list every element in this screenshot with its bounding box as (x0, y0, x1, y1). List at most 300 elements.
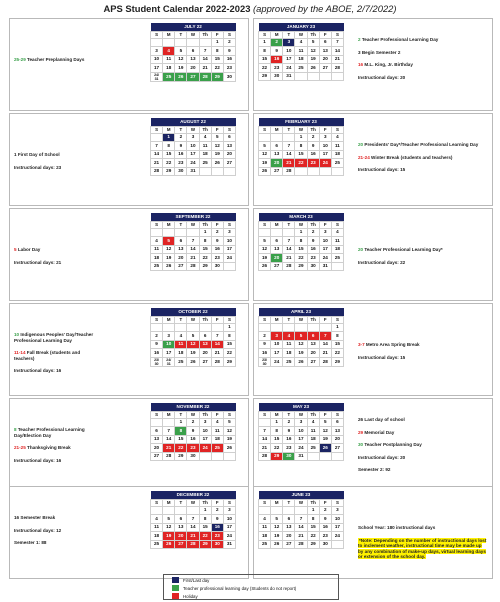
day-cell (163, 418, 175, 427)
day-cell: 7 (283, 142, 295, 151)
day-cell: 14 (283, 245, 295, 254)
month-note (358, 37, 488, 43)
legend-item-holiday (172, 593, 198, 599)
note-text: Instructional days: 22 (358, 259, 406, 265)
day-cell: 22 (259, 64, 271, 73)
note-date: 8 (14, 427, 17, 432)
month-name: JUNE 23 (259, 491, 344, 499)
week-row (259, 150, 344, 159)
weekday-header: T (175, 411, 187, 418)
day-cell (271, 228, 283, 237)
day-cell: 3 (295, 418, 307, 427)
weekday-header: S (331, 126, 343, 133)
day-cell: 29 (199, 262, 211, 271)
day-cell: 6 (283, 515, 295, 524)
day-cell: 6 (331, 418, 343, 427)
day-cell (151, 133, 163, 142)
day-cell: 24 (319, 159, 331, 168)
month-calendar (258, 403, 344, 461)
month-notes (358, 487, 488, 578)
month-note (358, 260, 488, 266)
month-note (14, 247, 96, 253)
day-cell: 19 (175, 64, 187, 73)
month-note (14, 528, 96, 534)
day-cell (163, 323, 175, 332)
week-row (151, 262, 236, 271)
week-row (151, 237, 236, 246)
day-cell: 6 (223, 133, 235, 142)
day-cell: 13 (307, 340, 319, 349)
weekday-header: S (259, 126, 271, 133)
legend-swatch-green (172, 585, 179, 591)
month-note (358, 538, 488, 560)
day-cell (175, 506, 187, 515)
day-cell: 5 (163, 237, 175, 246)
day-cell: 19 (187, 349, 199, 358)
day-cell: 28 (199, 72, 211, 82)
weekday-header: M (271, 126, 283, 133)
day-cell: 13 (175, 245, 187, 254)
day-cell: 7 (331, 38, 343, 47)
month-notes (358, 114, 488, 205)
day-cell: 8 (163, 142, 175, 151)
day-cell: 3 (151, 47, 163, 56)
weekday-header: Th (307, 316, 319, 323)
week-row (259, 418, 344, 427)
note-text: Instructional days: 15 (358, 167, 406, 172)
weekday-header: M (271, 499, 283, 506)
note-date: 3-7 (358, 342, 365, 347)
note-text: Thanksgiving Break (25, 445, 71, 450)
day-cell: 30 (319, 540, 331, 549)
month-name: OCTOBER 22 (151, 308, 236, 316)
day-cell: 23 (211, 254, 223, 263)
day-cell: 18 (331, 245, 343, 254)
week-row (259, 159, 344, 168)
day-cell: 25 (151, 262, 163, 271)
note-text: School Year: 180 instructional days (358, 525, 436, 530)
note-text: Teacher Preplanning Days (25, 57, 85, 62)
week-row (151, 47, 236, 56)
day-cell: 23/ 30 (259, 357, 271, 367)
day-cell (163, 38, 175, 47)
day-cell: 9 (211, 237, 223, 246)
day-cell: 5 (307, 38, 319, 47)
note-date: 29 (358, 429, 364, 435)
day-cell: 25 (259, 540, 271, 549)
month-name: MAY 23 (259, 403, 344, 411)
day-cell: 24 (283, 64, 295, 73)
day-cell: 5 (295, 332, 307, 341)
week-row (259, 444, 344, 453)
day-cell: 15 (163, 150, 175, 159)
month-name: FEBRUARY 23 (259, 118, 344, 126)
day-cell (259, 323, 271, 332)
day-cell: 26 (259, 262, 271, 271)
day-cell: 19 (271, 532, 283, 541)
day-cell (271, 133, 283, 142)
day-cell: 18 (259, 532, 271, 541)
day-cell: 21 (283, 254, 295, 263)
day-cell: 16 (283, 435, 295, 444)
weekday-header: S (331, 221, 343, 228)
note-date: 11-14 (14, 350, 26, 355)
day-cell: 4 (151, 237, 163, 246)
day-cell: 12 (271, 523, 283, 532)
legend-item-teacher-pl (172, 585, 296, 591)
weekday-header: F (211, 316, 223, 323)
day-cell: 9 (175, 142, 187, 151)
month-panel-june-23 (253, 486, 493, 579)
day-cell: 26 (259, 167, 271, 176)
day-cell: 13 (319, 47, 331, 56)
day-cell: 25 (175, 357, 187, 367)
week-row (259, 167, 344, 176)
weekday-header: S (259, 221, 271, 228)
day-cell: 28 (211, 357, 223, 367)
day-cell: 4 (259, 515, 271, 524)
day-cell: 22 (223, 349, 235, 358)
day-cell: 31 (295, 452, 307, 461)
day-cell: 11 (199, 142, 211, 151)
day-cell: 10 (319, 237, 331, 246)
weekday-header: T (283, 499, 295, 506)
day-cell: 12 (319, 427, 331, 436)
day-cell: 20 (319, 55, 331, 64)
day-cell: 23/ 30 (151, 357, 163, 367)
month-panel-july-22 (9, 18, 249, 111)
day-cell: 22 (271, 444, 283, 453)
day-cell: 10 (187, 142, 199, 151)
week-row (259, 427, 344, 436)
day-cell (259, 418, 271, 427)
day-cell: 4 (163, 47, 175, 56)
day-cell: 19 (295, 349, 307, 358)
weekday-header: F (319, 126, 331, 133)
month-panel-august-22 (9, 113, 249, 206)
day-cell: 19 (259, 254, 271, 263)
day-cell: 21 (259, 444, 271, 453)
month-calendar (258, 308, 344, 367)
note-text: Teacher Professional Learning Day (360, 37, 439, 42)
week-row (259, 262, 344, 271)
day-cell: 10 (223, 237, 235, 246)
day-cell: 3 (163, 332, 175, 341)
day-cell: 8 (199, 237, 211, 246)
day-cell: 16 (187, 435, 199, 444)
day-cell (331, 540, 343, 549)
day-cell: 12 (175, 55, 187, 64)
day-cell: 9 (283, 427, 295, 436)
day-cell: 8 (223, 332, 235, 341)
month-calendar (150, 213, 236, 271)
note-text: Memorial Day (363, 429, 395, 435)
day-cell (319, 167, 331, 176)
note-text: Semester 2: 92 (358, 467, 391, 472)
day-cell: 17 (331, 523, 343, 532)
day-cell: 24 (319, 254, 331, 263)
day-cell: 27 (307, 357, 319, 367)
day-cell: 27 (199, 357, 211, 367)
day-cell: 7 (319, 332, 331, 341)
weekday-header: Th (307, 31, 319, 38)
day-cell: 17 (151, 64, 163, 73)
month-calendar (258, 213, 344, 271)
week-row (151, 357, 236, 367)
day-cell: 1 (223, 323, 235, 332)
day-cell: 9 (187, 427, 199, 436)
month-name: SEPTEMBER 22 (151, 213, 236, 221)
week-row (151, 506, 236, 515)
day-cell: 19 (211, 150, 223, 159)
note-date: 16 (14, 515, 20, 520)
note-text: Labor Day (16, 247, 41, 252)
legend-label: Holiday (183, 593, 198, 599)
day-cell: 24 (223, 532, 235, 541)
day-cell: 16 (271, 55, 283, 64)
week-row (259, 254, 344, 263)
day-cell: 24 (295, 444, 307, 453)
month-note (14, 350, 96, 361)
month-notes (358, 209, 488, 300)
day-cell: 26 (163, 540, 175, 549)
legend-item-first-last (172, 577, 209, 583)
day-cell (151, 38, 163, 47)
weekday-header: T (175, 499, 187, 506)
note-date: 30 (358, 442, 364, 447)
day-cell: 29 (331, 357, 343, 367)
day-cell: 22 (163, 159, 175, 168)
month-calendar (258, 491, 344, 549)
day-cell: 31 (223, 540, 235, 549)
note-text: Instructional days: 15 (358, 354, 406, 360)
note-text: Instructional days: 20 (358, 454, 406, 460)
day-cell: 16 (175, 150, 187, 159)
week-row (151, 254, 236, 263)
day-cell: 4 (283, 332, 295, 341)
week-row (259, 72, 344, 81)
day-cell: 13 (271, 150, 283, 159)
week-row (151, 340, 236, 349)
day-cell: 19 (307, 55, 319, 64)
day-cell (331, 72, 343, 81)
day-cell: 17 (319, 245, 331, 254)
day-cell: 7 (283, 237, 295, 246)
month-name: APRIL 23 (259, 308, 344, 316)
weekday-header: W (295, 126, 307, 133)
weekday-header: S (223, 221, 235, 228)
day-cell: 22 (331, 349, 343, 358)
day-cell: 4 (295, 38, 307, 47)
day-cell: 5 (271, 515, 283, 524)
month-note (14, 515, 96, 521)
day-cell: 29 (295, 262, 307, 271)
day-cell: 29 (163, 167, 175, 176)
day-cell (199, 323, 211, 332)
note-text: Winter Break (students and teachers) (369, 154, 453, 160)
day-cell: 17 (271, 349, 283, 358)
weekday-header: Th (307, 499, 319, 506)
day-cell: 23 (283, 444, 295, 453)
month-panel-january-23 (253, 18, 493, 111)
month-panel-december-22 (9, 486, 249, 579)
day-cell: 5 (319, 418, 331, 427)
day-cell: 27 (319, 64, 331, 73)
note-date: 25-29 (14, 57, 26, 62)
day-cell: 1 (175, 418, 187, 427)
month-note (358, 430, 488, 436)
day-cell: 11 (331, 237, 343, 246)
day-cell (283, 228, 295, 237)
month-panel-september-22 (9, 208, 249, 301)
day-cell (295, 167, 307, 176)
day-cell: 1 (211, 38, 223, 47)
day-cell: 31 (283, 72, 295, 81)
week-row (259, 245, 344, 254)
title-sub: (approved by the ABOE, 2/7/2022) (253, 3, 397, 14)
day-cell (307, 323, 319, 332)
day-cell: 11 (163, 55, 175, 64)
legend-swatch-blue (172, 577, 179, 583)
month-note (358, 342, 488, 348)
note-text: First Day of School (16, 152, 60, 157)
day-cell: 11 (259, 523, 271, 532)
day-cell: 21 (283, 159, 295, 168)
day-cell: 30 (211, 262, 223, 271)
day-cell: 19 (223, 435, 235, 444)
title-main: APS Student Calendar 2022-2023 (103, 3, 251, 14)
month-note (358, 455, 488, 461)
day-cell: 12 (223, 427, 235, 436)
day-cell (211, 167, 223, 176)
weekday-header: W (187, 221, 199, 228)
day-cell: 26 (295, 357, 307, 367)
day-cell: 9 (307, 237, 319, 246)
legend-label: Teacher professional learning day (Students do not report) (183, 585, 297, 591)
day-cell: 24/ 31 (151, 72, 163, 82)
day-cell: 27 (151, 452, 163, 461)
note-text: Teacher Postplanning Day (363, 442, 422, 447)
weekday-header: Th (307, 411, 319, 418)
day-cell: 20 (307, 349, 319, 358)
day-cell: 30 (283, 452, 295, 461)
day-cell (211, 323, 223, 332)
day-cell: 7 (163, 427, 175, 436)
day-cell: 18 (163, 64, 175, 73)
day-cell: 8 (175, 427, 187, 436)
weekday-header: S (259, 31, 271, 38)
day-cell (283, 323, 295, 332)
day-cell: 3 (223, 228, 235, 237)
day-cell: 4 (199, 133, 211, 142)
day-cell: 24 (223, 254, 235, 263)
weekday-header: W (187, 126, 199, 133)
month-name: JANUARY 23 (259, 23, 344, 31)
month-note (358, 417, 488, 423)
weekday-header: T (283, 411, 295, 418)
week-row (151, 150, 236, 159)
day-cell: 13 (283, 523, 295, 532)
day-cell: 8 (295, 142, 307, 151)
day-cell (163, 506, 175, 515)
note-date: 20 (358, 142, 364, 147)
day-cell: 14 (187, 523, 199, 532)
day-cell: 4 (331, 228, 343, 237)
weekday-header: T (283, 31, 295, 38)
weekday-header: Th (199, 126, 211, 133)
week-row (151, 515, 236, 524)
day-cell: 12 (163, 523, 175, 532)
month-name: NOVEMBER 22 (151, 403, 236, 411)
day-cell: 20 (283, 532, 295, 541)
month-panel-april-23 (253, 303, 493, 396)
day-cell: 8 (271, 427, 283, 436)
note-text: Semester Break (19, 515, 56, 520)
day-cell: 28 (187, 540, 199, 549)
week-row (259, 133, 344, 142)
legend-swatch-red (172, 593, 179, 599)
day-cell: 4 (307, 418, 319, 427)
month-calendar (150, 491, 236, 549)
month-note (14, 260, 96, 266)
day-cell: 14 (295, 523, 307, 532)
week-row (151, 142, 236, 151)
day-cell (199, 452, 211, 461)
day-cell: 5 (223, 418, 235, 427)
day-cell: 21 (187, 254, 199, 263)
day-cell: 28 (295, 540, 307, 549)
weekday-header: T (175, 221, 187, 228)
note-date: 5 (14, 247, 17, 252)
week-row (151, 64, 236, 73)
day-cell: 20 (271, 159, 283, 168)
week-row (259, 38, 344, 47)
day-cell: 21 (199, 64, 211, 73)
month-note (14, 458, 96, 464)
note-text: Instructional days: 16 (14, 457, 62, 463)
weekday-header: Th (199, 316, 211, 323)
week-row (151, 38, 236, 47)
day-cell: 24/ 31 (163, 357, 175, 367)
day-cell: 28 (331, 64, 343, 73)
weekday-header: F (319, 221, 331, 228)
weekday-header: S (151, 126, 163, 133)
day-cell: 11 (151, 245, 163, 254)
day-cell (295, 72, 307, 81)
day-cell: 4 (175, 332, 187, 341)
day-cell: 20 (223, 150, 235, 159)
day-cell: 2 (319, 506, 331, 515)
note-text: Instructional days: 21 (14, 259, 62, 265)
week-row (151, 159, 236, 168)
day-cell: 27 (187, 72, 199, 82)
day-cell: 20 (271, 254, 283, 263)
month-panel-may-23 (253, 398, 493, 491)
day-cell: 15 (295, 150, 307, 159)
day-cell: 9 (211, 515, 223, 524)
day-cell: 22 (295, 254, 307, 263)
month-note (358, 355, 488, 361)
weekday-header: M (163, 411, 175, 418)
day-cell: 23 (175, 159, 187, 168)
weekday-header: S (151, 411, 163, 418)
day-cell: 10 (151, 55, 163, 64)
day-cell: 6 (199, 332, 211, 341)
weekday-header: M (163, 31, 175, 38)
day-cell (259, 133, 271, 142)
week-row (151, 72, 236, 82)
day-cell: 16 (223, 55, 235, 64)
